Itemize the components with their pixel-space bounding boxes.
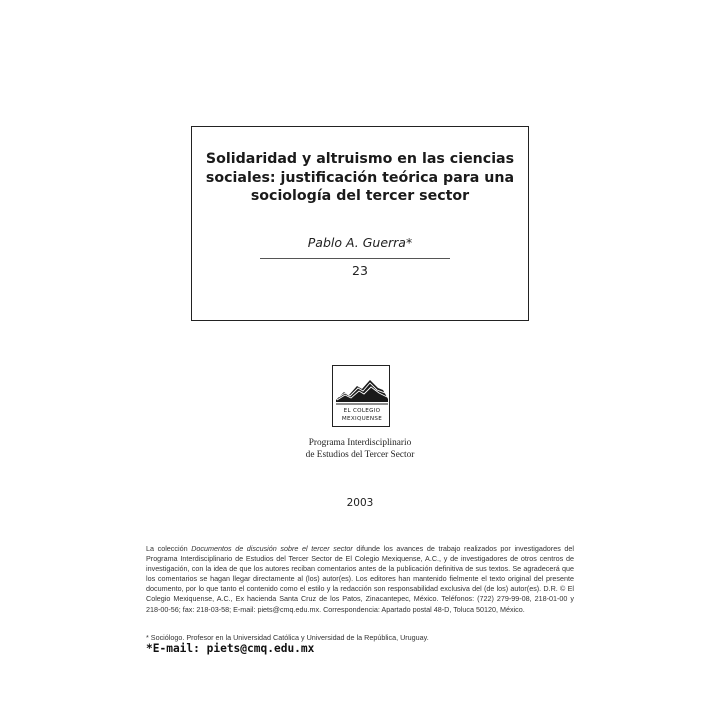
author-name: Pablo A. Guerra*	[307, 235, 413, 250]
institution-logo	[332, 365, 390, 427]
document-title	[192, 150, 528, 206]
cover-title-box	[191, 126, 529, 321]
series-title: Documentos de discusión sobre el tercer sector	[191, 544, 353, 553]
document-number: 23	[352, 263, 368, 278]
title-line-1: Solidaridad y altruismo en las ciencias	[205, 151, 515, 167]
logo-text-line-1: EL COLEGIO	[343, 408, 381, 414]
title-line-3: sociología del tercer sector	[250, 188, 470, 204]
logo-text-line-2: MEXIQUENSE	[341, 416, 383, 422]
colophon-text	[146, 544, 574, 615]
program-line-2: de Estudios del Tercer Sector	[305, 449, 415, 460]
author-email: *E-mail: piets@cmq.edu.mx	[146, 642, 315, 655]
divider-rule	[260, 258, 450, 259]
title-line-2: sociales: justificación teórica para una	[205, 169, 515, 186]
program-line-1: Programa Interdisciplinario	[308, 438, 412, 448]
program-name	[240, 438, 480, 461]
mountain-logo-icon	[333, 366, 391, 428]
author-footnote: * Sociólogo. Profesor en la Universidad Católica y Universidad de la República, Uruguay.	[146, 633, 429, 642]
colophon-body: difunde los avances de trabajo realizados por investigadores del Programa Interdisciplinario de Estudios del Tercer Sector de El Colegio Mexiquense, A.C., y de investigadores de otros centros de investigación, con la idea de que los autores reciban comentarios antes de la publicación definitiva de sus textos. Se agradecerá que los comentarios se hagan llegar directamente al (los) autor(es). Los editores han mantenido fielmente el texto original del presente documento, por lo que tanto el contenido como el estilo y la redacción son responsabilidad exclusiva del (de los) autor(es). D.R. © El Colegio Mexiquense, A.C., Ex hacienda Santa Cruz de los Patos, Zinacantepec, México. Teléfonos: (722) 279-99-08, 218-01-00 y 218-00-56; fax: 218-03-58; E-mail: piets@cmq.edu.mx. Correspondencia: Apartado postal 48-D, Toluca 50120, México.	[146, 544, 575, 614]
colophon-intro: La colección	[146, 544, 192, 553]
publication-year: 2003	[346, 497, 374, 509]
